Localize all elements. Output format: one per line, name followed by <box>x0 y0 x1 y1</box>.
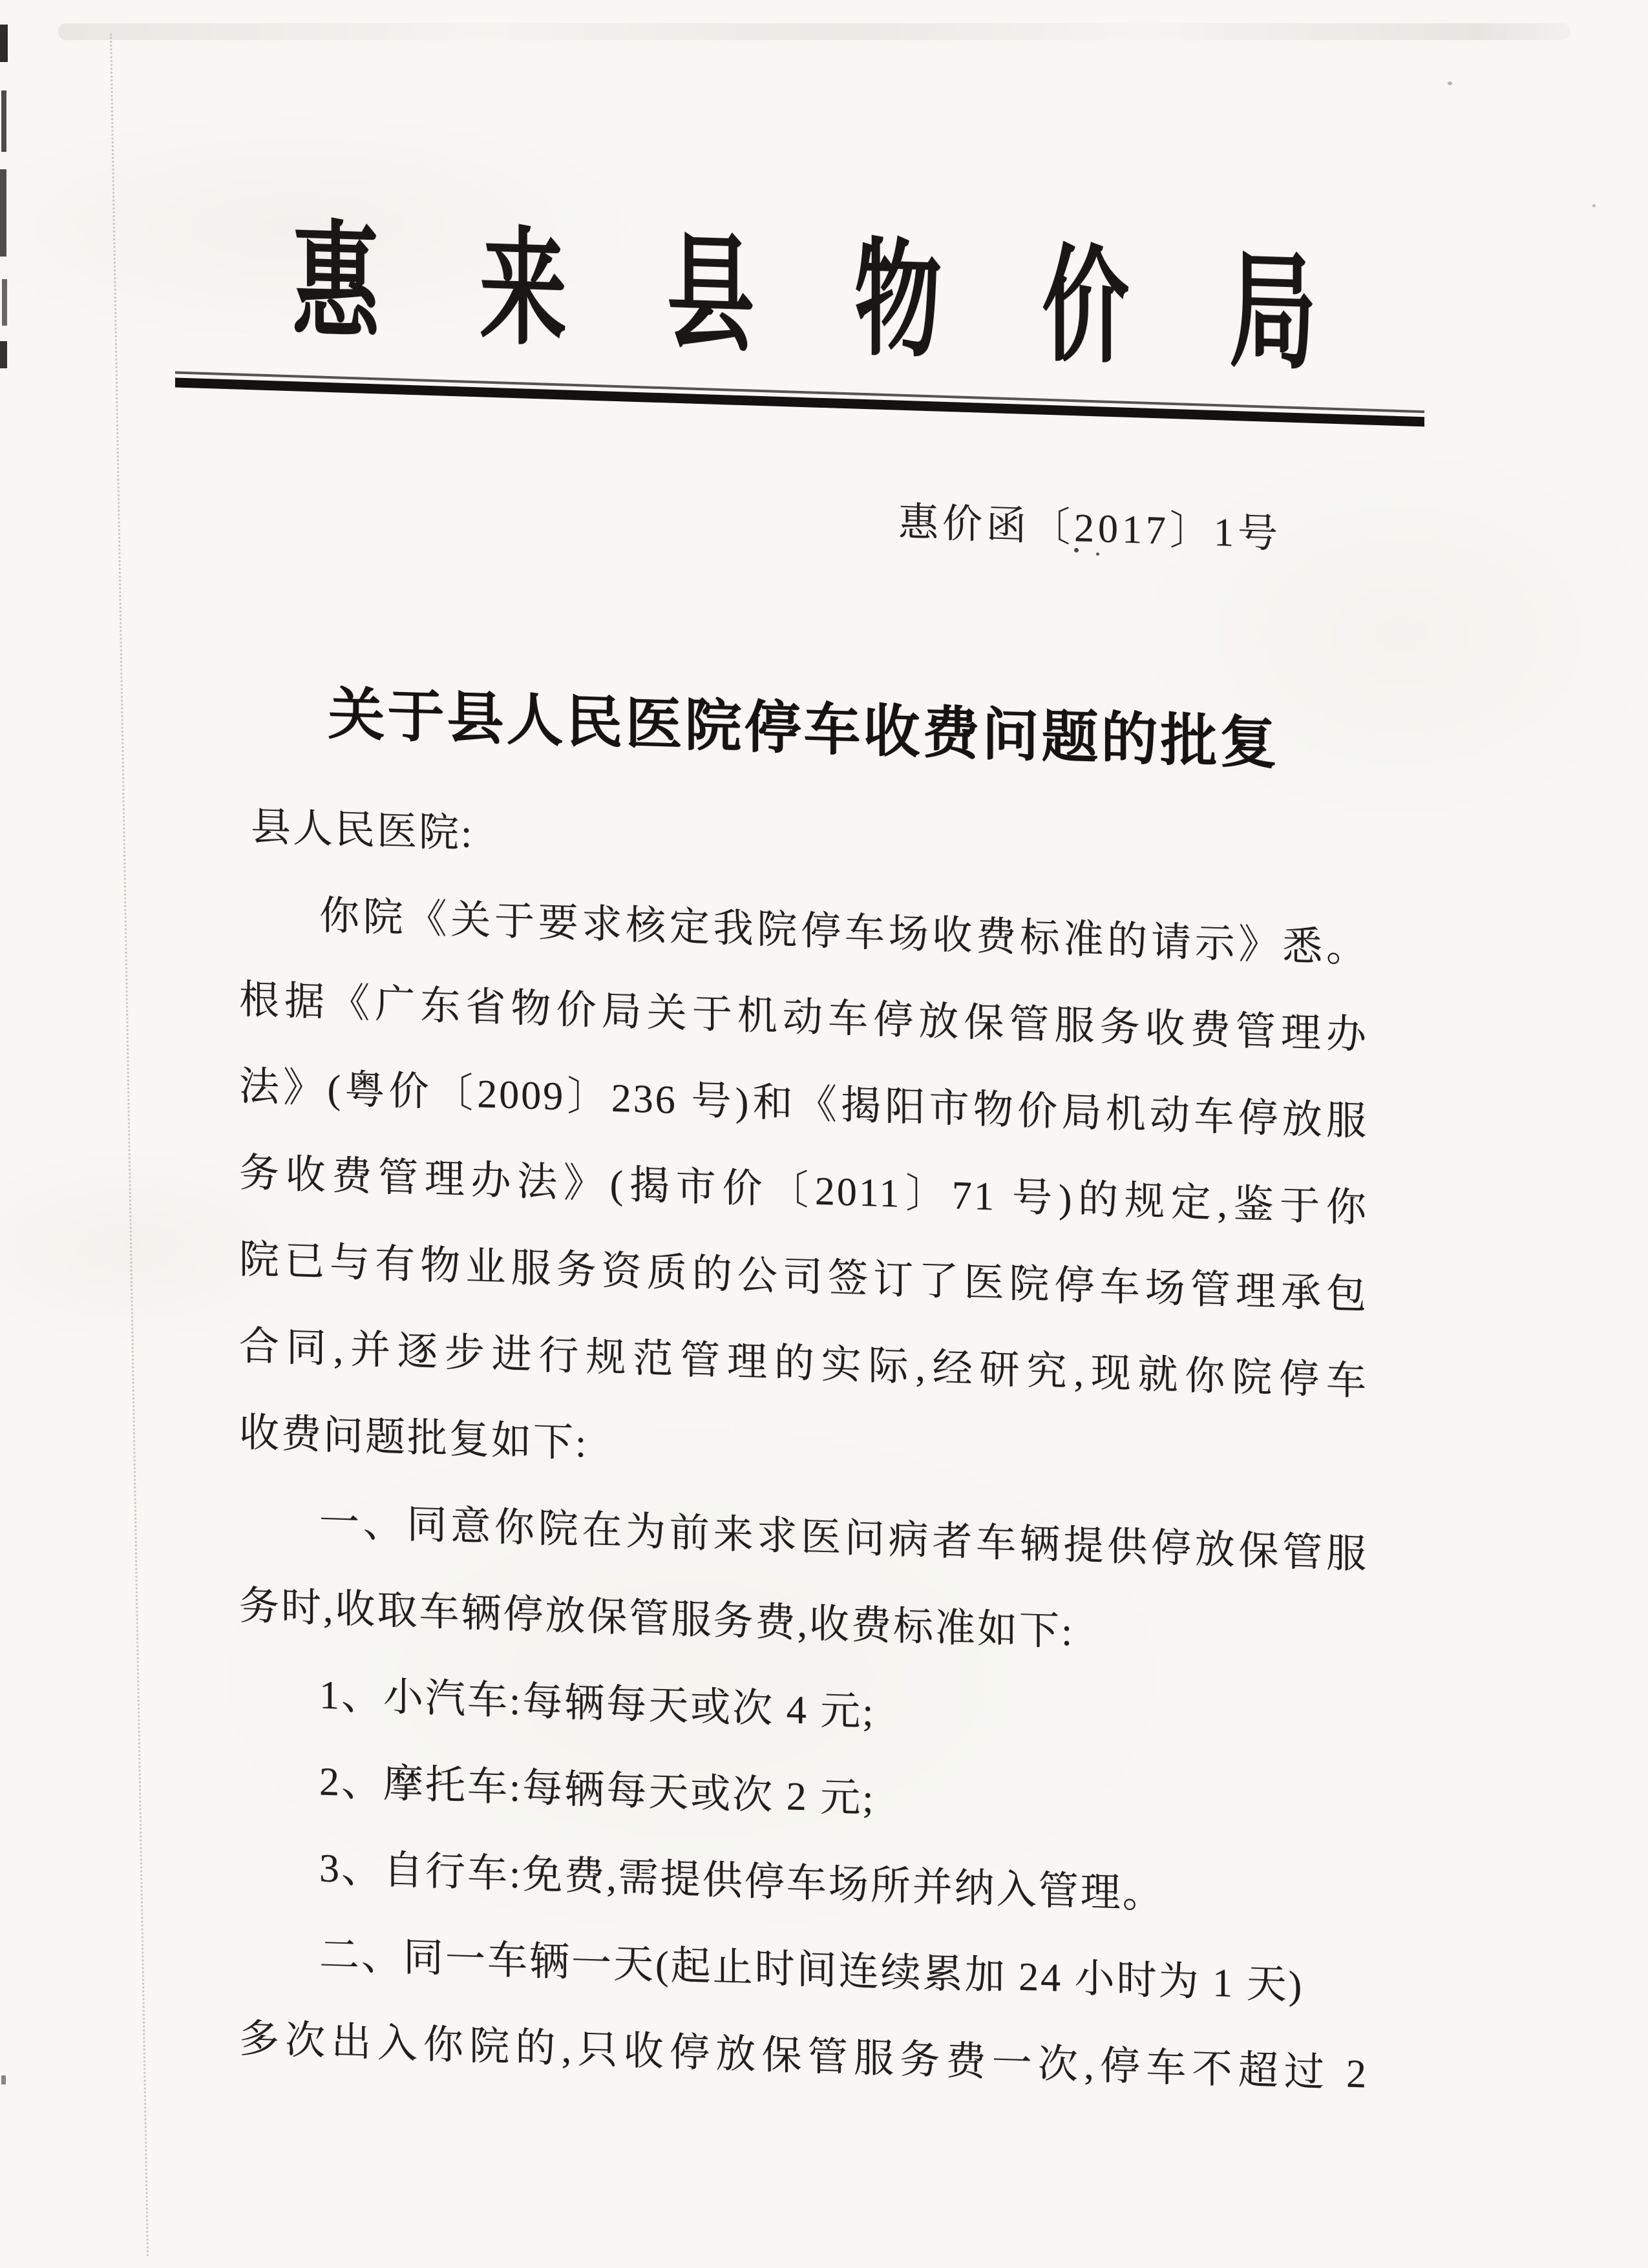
body-line: 院已与有物业服务资质的公司签订了医院停车场管理承包 <box>239 1237 1368 1318</box>
body-line-item: 2、摩托车:每辆每天或次 2 元; <box>319 1759 876 1822</box>
body-line: 收费问题批复如下: <box>239 1411 589 1466</box>
body-line: 合同,并逐步进行规范管理的实际,经研究,现就你院停车 <box>239 1324 1368 1404</box>
body-line: 一、同意你院在为前来求医问病者车辆提供停放保管服 <box>319 1500 1368 1577</box>
agency-name-text: 惠来县物价局 <box>292 213 1417 389</box>
body-line: 务收费管理办法》(揭市价〔2011〕71 号)的规定,鉴于你 <box>239 1151 1368 1231</box>
document-body <box>239 784 1368 2118</box>
body-line-item: 1、小汽车:每辆每天或次 4 元; <box>319 1673 876 1735</box>
body-line: 务时,收取车辆停放保管服务费,收费标准如下: <box>239 1584 1075 1655</box>
document-title: 关于县人民医院停车收费问题的批复 <box>328 683 1280 777</box>
body-line: 多次出入你院的,只收停放保管服务费一次,停车不超过 2 <box>239 2017 1368 2097</box>
body-line: 你院《关于要求核定我院停车场收费标准的请示》悉。 <box>319 894 1368 971</box>
body-line: 二、同一车辆一天(起止时间连续累加 24 小时为 1 天) <box>319 1933 1304 2008</box>
agency-name <box>292 213 1417 390</box>
salutation-line: 县人民医院: <box>251 805 474 857</box>
body-line: 根据《广东省物价局关于机动车停放保管服务收费管理办 <box>239 978 1368 1058</box>
document-number: 惠价函〔2017〕1号 <box>898 500 1282 557</box>
body-line-item: 3、自行车:免费,需提供停车场所并纳入管理。 <box>319 1846 1165 1917</box>
body-line: 法》(粤价〔2009〕236 号)和《揭阳市物价局机动车停放服 <box>239 1064 1368 1144</box>
